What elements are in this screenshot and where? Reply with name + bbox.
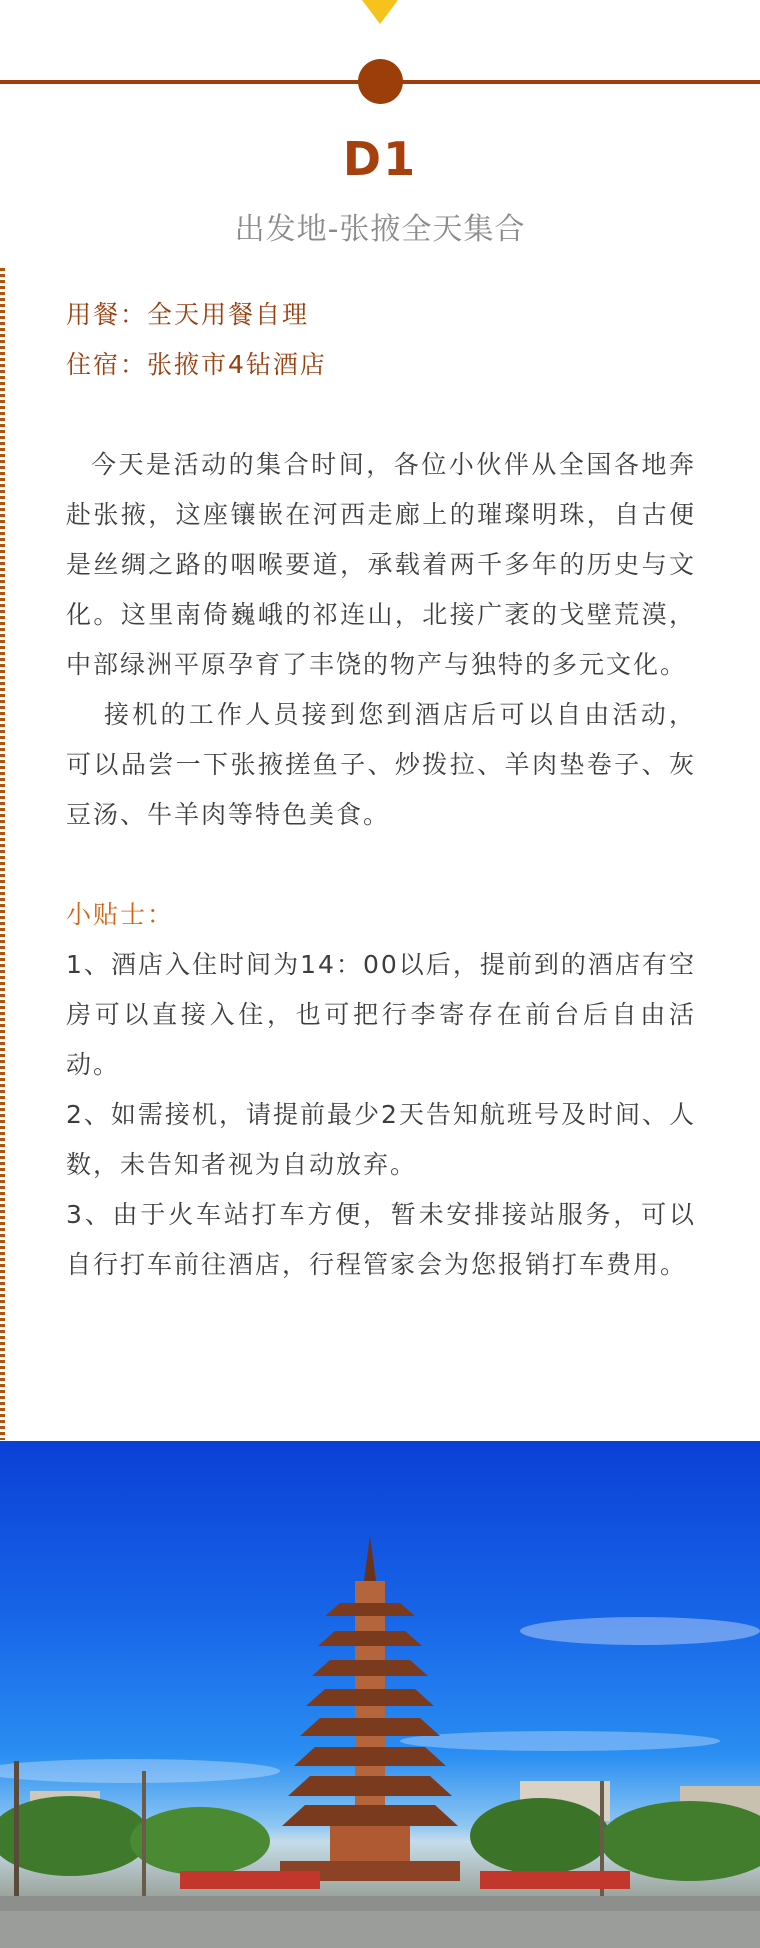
cloud: [520, 1617, 760, 1645]
banner: [180, 1871, 320, 1889]
tip-item: 3、由于火车站打车方便，暂未安排接站服务，可以自行打车前往酒店，行程管家会为您报销打车费用。: [66, 1200, 696, 1279]
pagoda-illustration: [0, 1441, 760, 1948]
plaza-reflection: [0, 1911, 760, 1948]
spacer: [66, 390, 696, 440]
day-content: [66, 290, 696, 1290]
cloud: [400, 1731, 720, 1751]
down-arrow-icon: [362, 0, 398, 24]
lamp-post: [142, 1771, 146, 1901]
day-subtitle: 出发地-张掖全天集合: [234, 212, 526, 247]
day-title: D1: [342, 132, 418, 186]
cloud: [0, 1759, 280, 1783]
pagoda-photo: [0, 1441, 760, 1948]
lamp-post: [14, 1761, 19, 1911]
trees: [600, 1801, 760, 1881]
trees: [470, 1798, 610, 1874]
tips-title: 小贴士：: [66, 900, 175, 929]
spacer: [66, 840, 696, 890]
meal-info: 用餐：全天用餐自理: [66, 300, 310, 329]
intro-paragraph: 今天是活动的集合时间，各位小伙伴从全国各地奔赴张掖，这座镶嵌在河西走廊上的璀璨明珠，自古便是丝绸之路的咽喉要道，承载着两千多年的历史与文化。这里南倚巍峨的祁连山，北接广袤的戈壁荒漠，中部绿洲平原孕育了丰饶的物产与独特的多元文化。: [66, 450, 696, 679]
hotel-info: 住宿：张掖市4钻酒店: [66, 350, 327, 379]
trees: [0, 1796, 150, 1876]
tip-item: 2、如需接机，请提前最少2天告知航班号及时间、人数，未告知者视为自动放弃。: [66, 1100, 696, 1179]
trees: [130, 1807, 270, 1875]
tip-item: 1、酒店入住时间为14：00以后，提前到的酒店有空房可以直接入住，也可把行李寄存在前台后自由活动。: [66, 950, 696, 1079]
pagoda: [280, 1536, 460, 1881]
timeline-dot: [358, 59, 403, 104]
dotted-left-border: [0, 268, 5, 1440]
banner: [480, 1871, 630, 1889]
pickup-paragraph: 接机的工作人员接到您到酒店后可以自由活动，可以品尝一下张掖搓鱼子、炒拨拉、羊肉垫卷子、灰豆汤、牛羊肉等特色美食。: [66, 700, 696, 829]
